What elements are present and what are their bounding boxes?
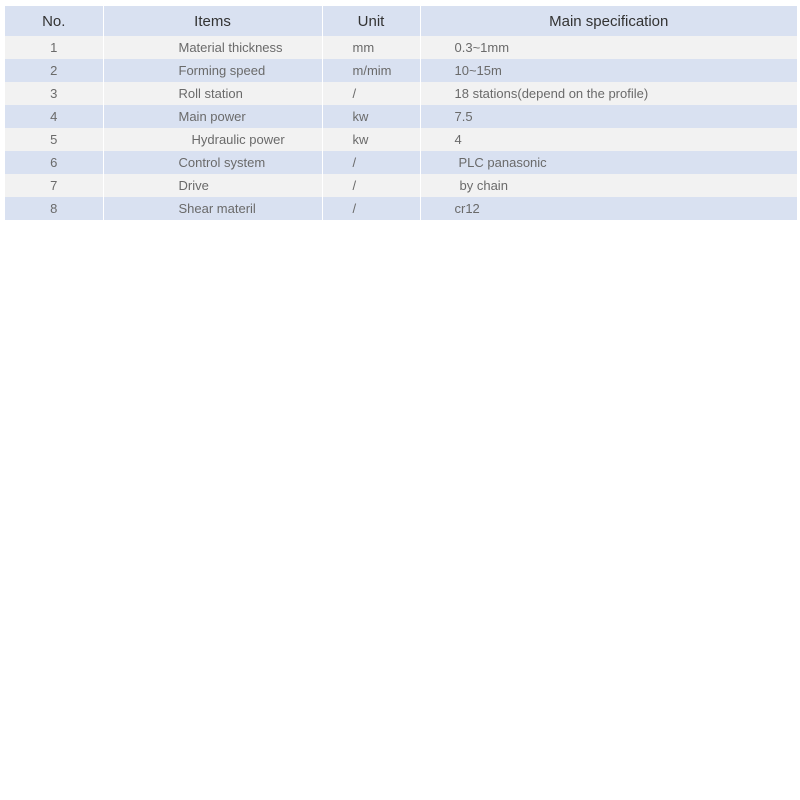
row-specification: 0.3~1mm [420,36,797,59]
row-specification: cr12 [420,197,797,220]
row-specification: 4 [420,128,797,151]
row-item: Hydraulic power [103,128,322,151]
row-unit: / [322,82,420,105]
row-unit: / [322,174,420,197]
row-number: 2 [5,59,103,82]
row-item: Main power [103,105,322,128]
header-unit: Unit [322,6,420,36]
row-number: 1 [5,36,103,59]
row-item: Drive [103,174,322,197]
row-unit: kw [322,128,420,151]
row-unit: mm [322,36,420,59]
row-item: Control system [103,151,322,174]
row-specification: by chain [420,174,797,197]
table-header-row [5,6,797,36]
row-unit: m/mim [322,59,420,82]
table-row [5,128,797,151]
row-item: Forming speed [103,59,322,82]
row-item: Roll station [103,82,322,105]
specification-table [5,6,797,220]
row-unit: / [322,197,420,220]
row-specification: PLC panasonic [420,151,797,174]
row-item: Shear materil [103,197,322,220]
row-number: 6 [5,151,103,174]
row-number: 8 [5,197,103,220]
row-number: 5 [5,128,103,151]
row-specification: 7.5 [420,105,797,128]
row-number: 7 [5,174,103,197]
row-specification: 10~15m [420,59,797,82]
table-row [5,36,797,59]
row-item: Material thickness [103,36,322,59]
table-row [5,105,797,128]
row-unit: / [322,151,420,174]
row-unit: kw [322,105,420,128]
header-items: Items [103,6,322,36]
row-number: 3 [5,82,103,105]
table-row [5,59,797,82]
table-row [5,197,797,220]
table-row [5,151,797,174]
header-no: No. [5,6,103,36]
row-specification: 18 stations(depend on the profile) [420,82,797,105]
table-row [5,174,797,197]
row-number: 4 [5,105,103,128]
table-row [5,82,797,105]
header-main-specification: Main specification [420,6,797,36]
